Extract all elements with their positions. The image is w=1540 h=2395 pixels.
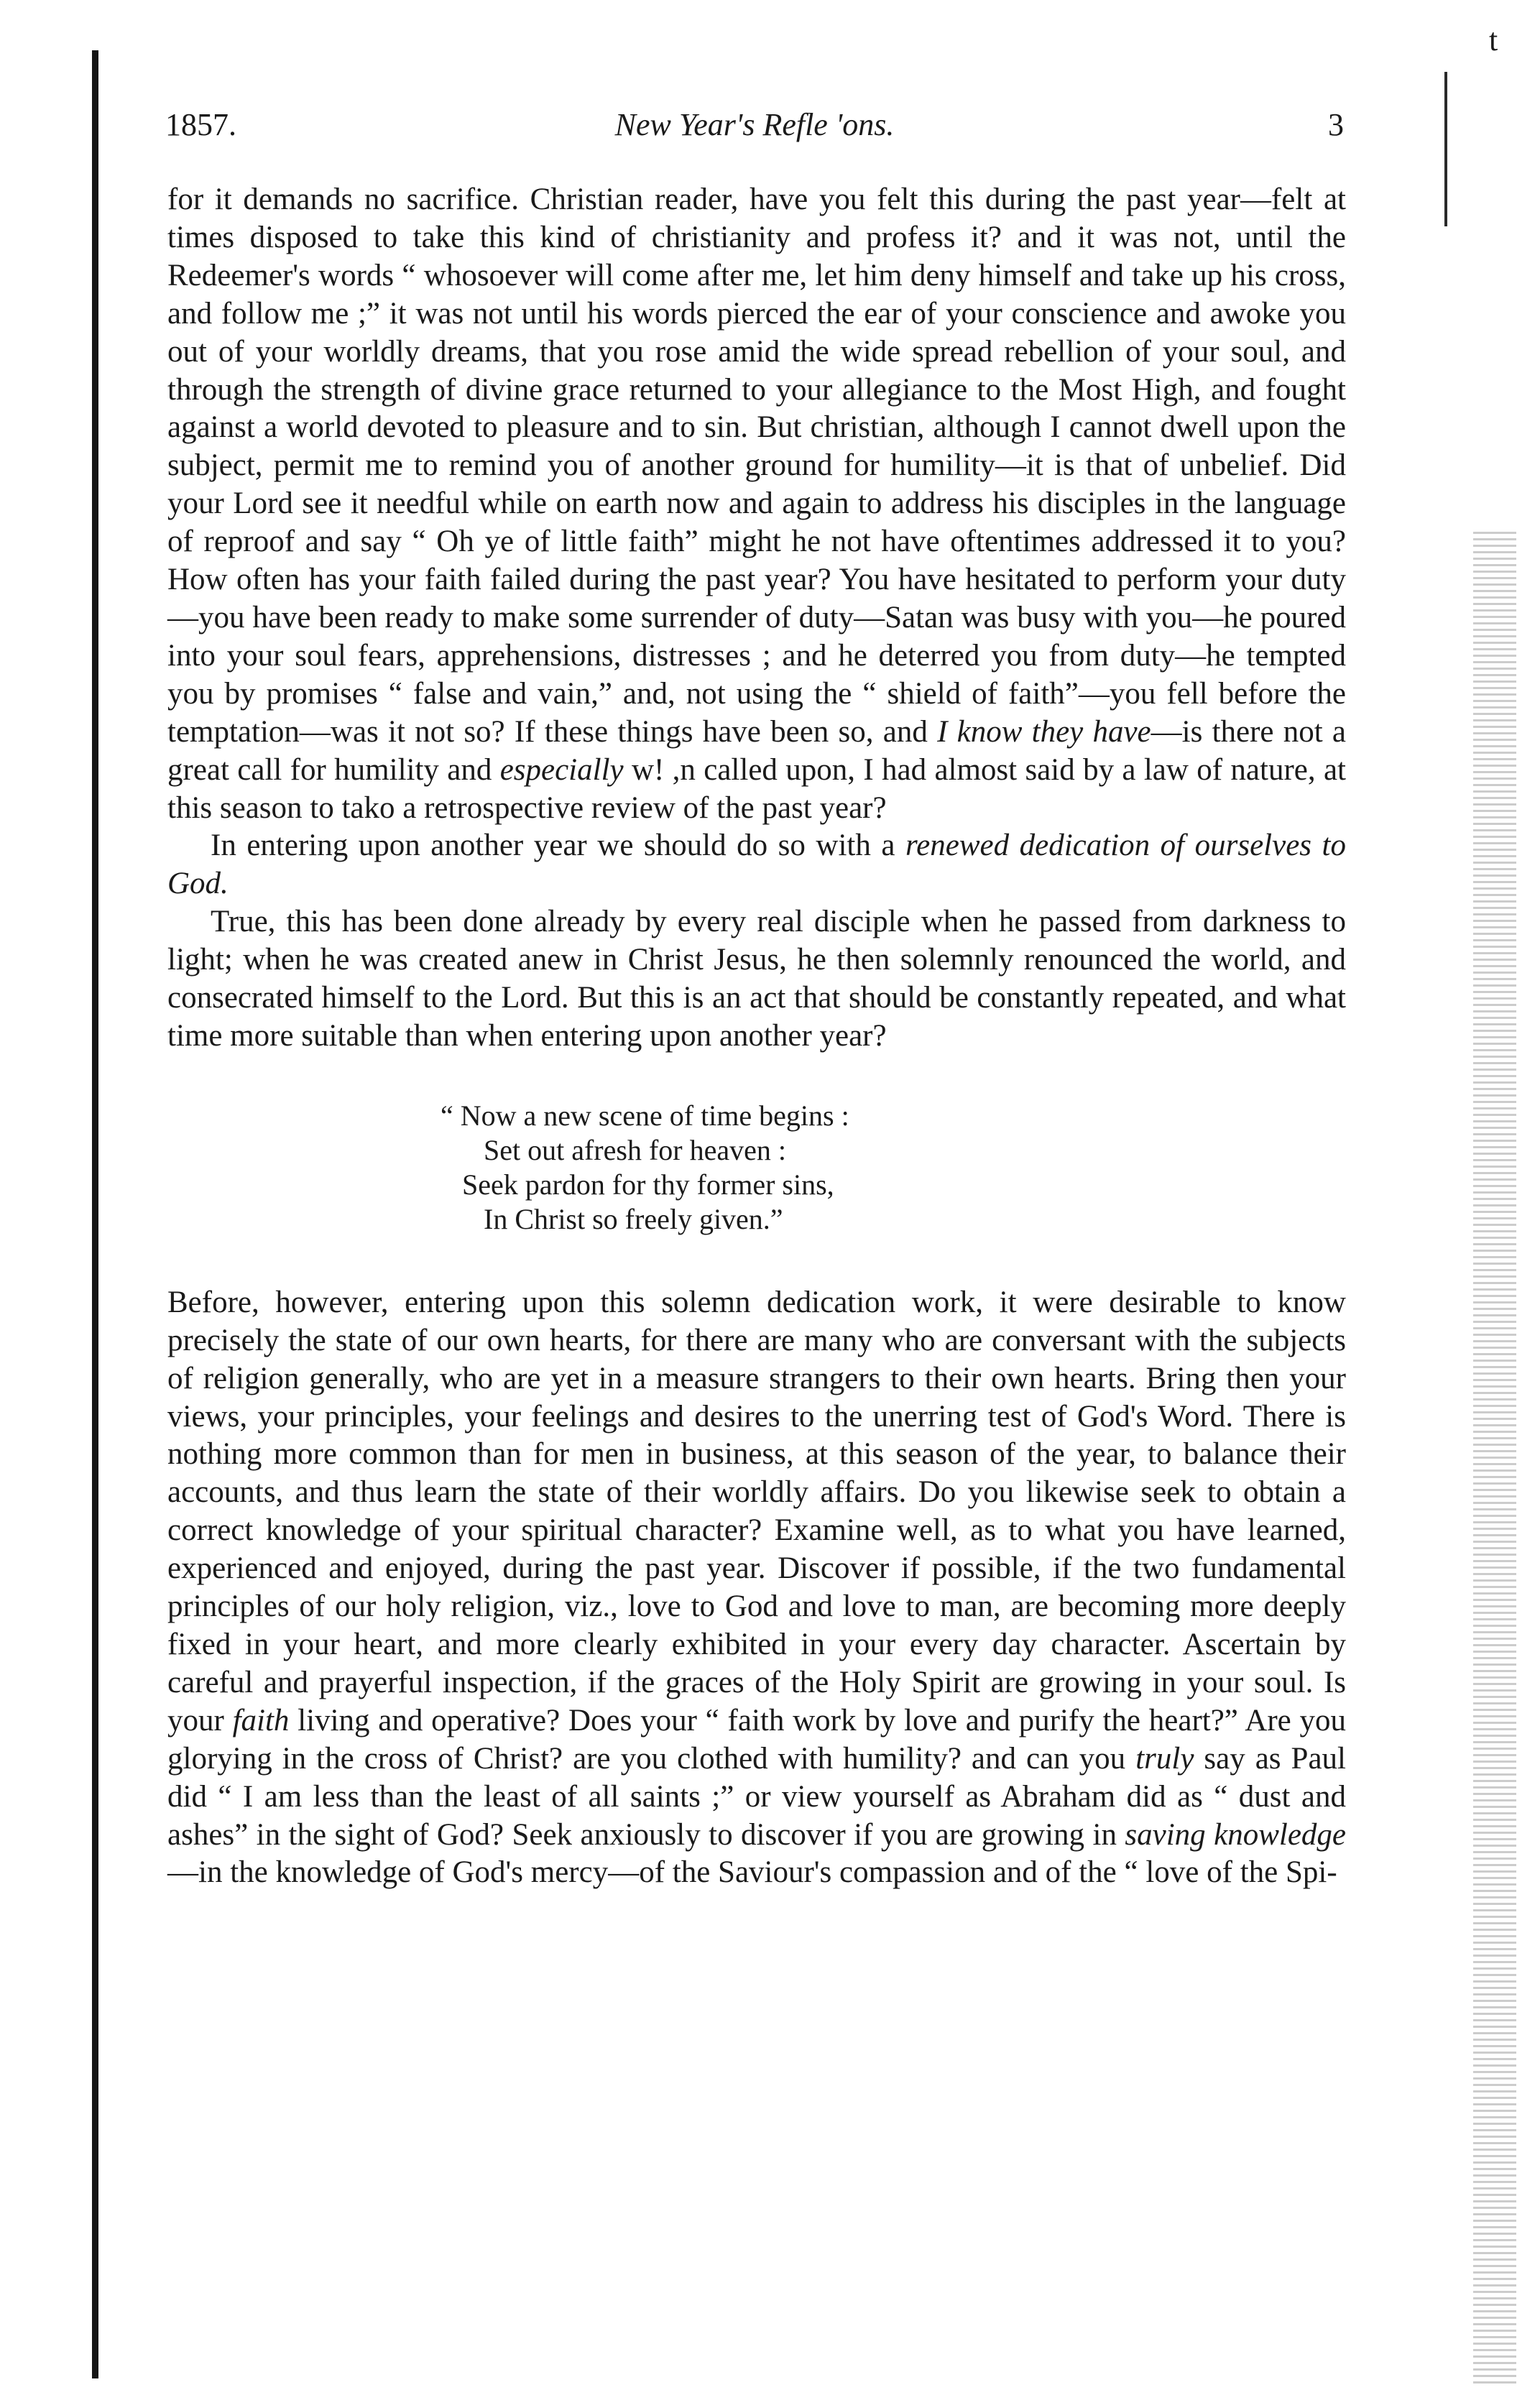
page-edge-scan-artifact bbox=[1473, 532, 1516, 2386]
running-head-title: New Year's Refle 'ons. bbox=[614, 107, 895, 142]
page-number: 3 bbox=[1328, 107, 1344, 142]
emphasis: renewed dedication of ourselves to God. bbox=[167, 829, 1347, 901]
paragraph-3: True, this has been done already by every real disciple when he passed from darkness to light; when he was created anew in Christ Jesus, he then solemnly renounced the world, and consecrated himself to the Lord. But this is an act that should be constantly repeated, and what time more suitable than when entering upon another year? bbox=[167, 905, 1346, 1053]
emphasis: faith bbox=[232, 1703, 290, 1738]
verse-line: Seek pardon for thy former sins, bbox=[462, 1168, 834, 1201]
paragraph-4: Before, however, entering upon this solemn dedication work, it were desirable to know precisely the state of our own hearts, for there are many who are conversant with the subjects of religion generally, who are yet in a measure strangers to their own hearts. Bring then your views, your principles, your feelings and desires to the unerring test of God's Word. There is nothing more common than for men in business, at this season of the year, to balance their accounts, and thus learn the state of their worldly affairs. Do you likewise seek to obtain a correct knowledge of your spiritual character? Examine well, as to what you have learned, experienced and enjoyed, during the past year. Discover if possible, if the two fundamental principles of our holy religion, viz., love to God and love to man, are becoming more deeply fixed in your heart, and more clearly exhibited in your every day character. Ascertain by careful and prayerful inspection, if the graces of the Holy Spirit are growing in your soul. Is your faith living and operative? Does your “ faith work by love and purify the heart?” Are you glorying in the cross of Christ? are you clothed with humility? and can you truly say as Paul did “ I am less than the least of all saints ;” or view yourself as Abraham did as “ dust and ashes” in the sight of God? Seek anxiously to discover if you are growing in saving knowledge—in the knowledge of God's mercy—of the Saviour's compassion and of the “ love of the Spi- bbox=[167, 1285, 1347, 1890]
emphasis: saving knowledge bbox=[1125, 1817, 1347, 1852]
running-head bbox=[165, 106, 1344, 149]
verse-line: “ Now a new scene of time begins : bbox=[441, 1099, 849, 1132]
page-gutter-rule bbox=[92, 50, 98, 2378]
paragraph-1: for it demands no sacrifice. Christian reader, have you felt this during the past year—felt at times disposed to take this kind of christianity and profess it? and it was not, until the Redeemer's words “ whosoever will come after me, let him deny himself and take up his cross, and follow me ;” it was not until his words pierced the ear of your conscience and awoke you out of your worldly dreams, that you rose amid the wide spread rebellion of your soul, and through the strength of divine grace returned to your allegiance to the Most High, and fought against a world devoted to pleasure and to sin. But christian, although I cannot dwell upon the subject, permit me to remind you of another ground for humility—it is that of unbelief. Did your Lord see it needful while on earth now and again to address his disciples in the language of reproof and say “ Oh ye of little faith” might he not have oftentimes addressed it to you? How often has your faith failed during the past year? You have hesitated to perform your duty—you have been ready to make some surrender of duty—Satan was busy with you—he poured into your soul fears, apprehensions, distresses ; and he deterred you from duty—he tempted you by promises “ false and vain,” and, not using the “ shield of faith”—you fell before the temptation—was it not so? If these things have been so, and I know they have—is there not a great call for humility and especially w! ,n called upon, I had almost said by a law of nature, at this season to takᴏ a retrospective review of the past year? bbox=[167, 183, 1347, 825]
page-edge-rule bbox=[1444, 72, 1447, 226]
paragraph-2: In entering upon another year we should do so with a renewed dedication of ourselves to God. bbox=[167, 829, 1347, 901]
emphasis: truly bbox=[1135, 1741, 1194, 1776]
verse-line: Set out afresh for heaven : bbox=[484, 1133, 786, 1166]
running-head-year: 1857. bbox=[165, 107, 236, 142]
verse-line: In Christ so freely given.” bbox=[484, 1202, 783, 1235]
body-text bbox=[167, 181, 1346, 1892]
emphasis: especially bbox=[499, 752, 624, 787]
corner-mark: t bbox=[1489, 22, 1498, 57]
verse-quotation bbox=[441, 1099, 1346, 1237]
emphasis: I know they have bbox=[937, 714, 1151, 749]
